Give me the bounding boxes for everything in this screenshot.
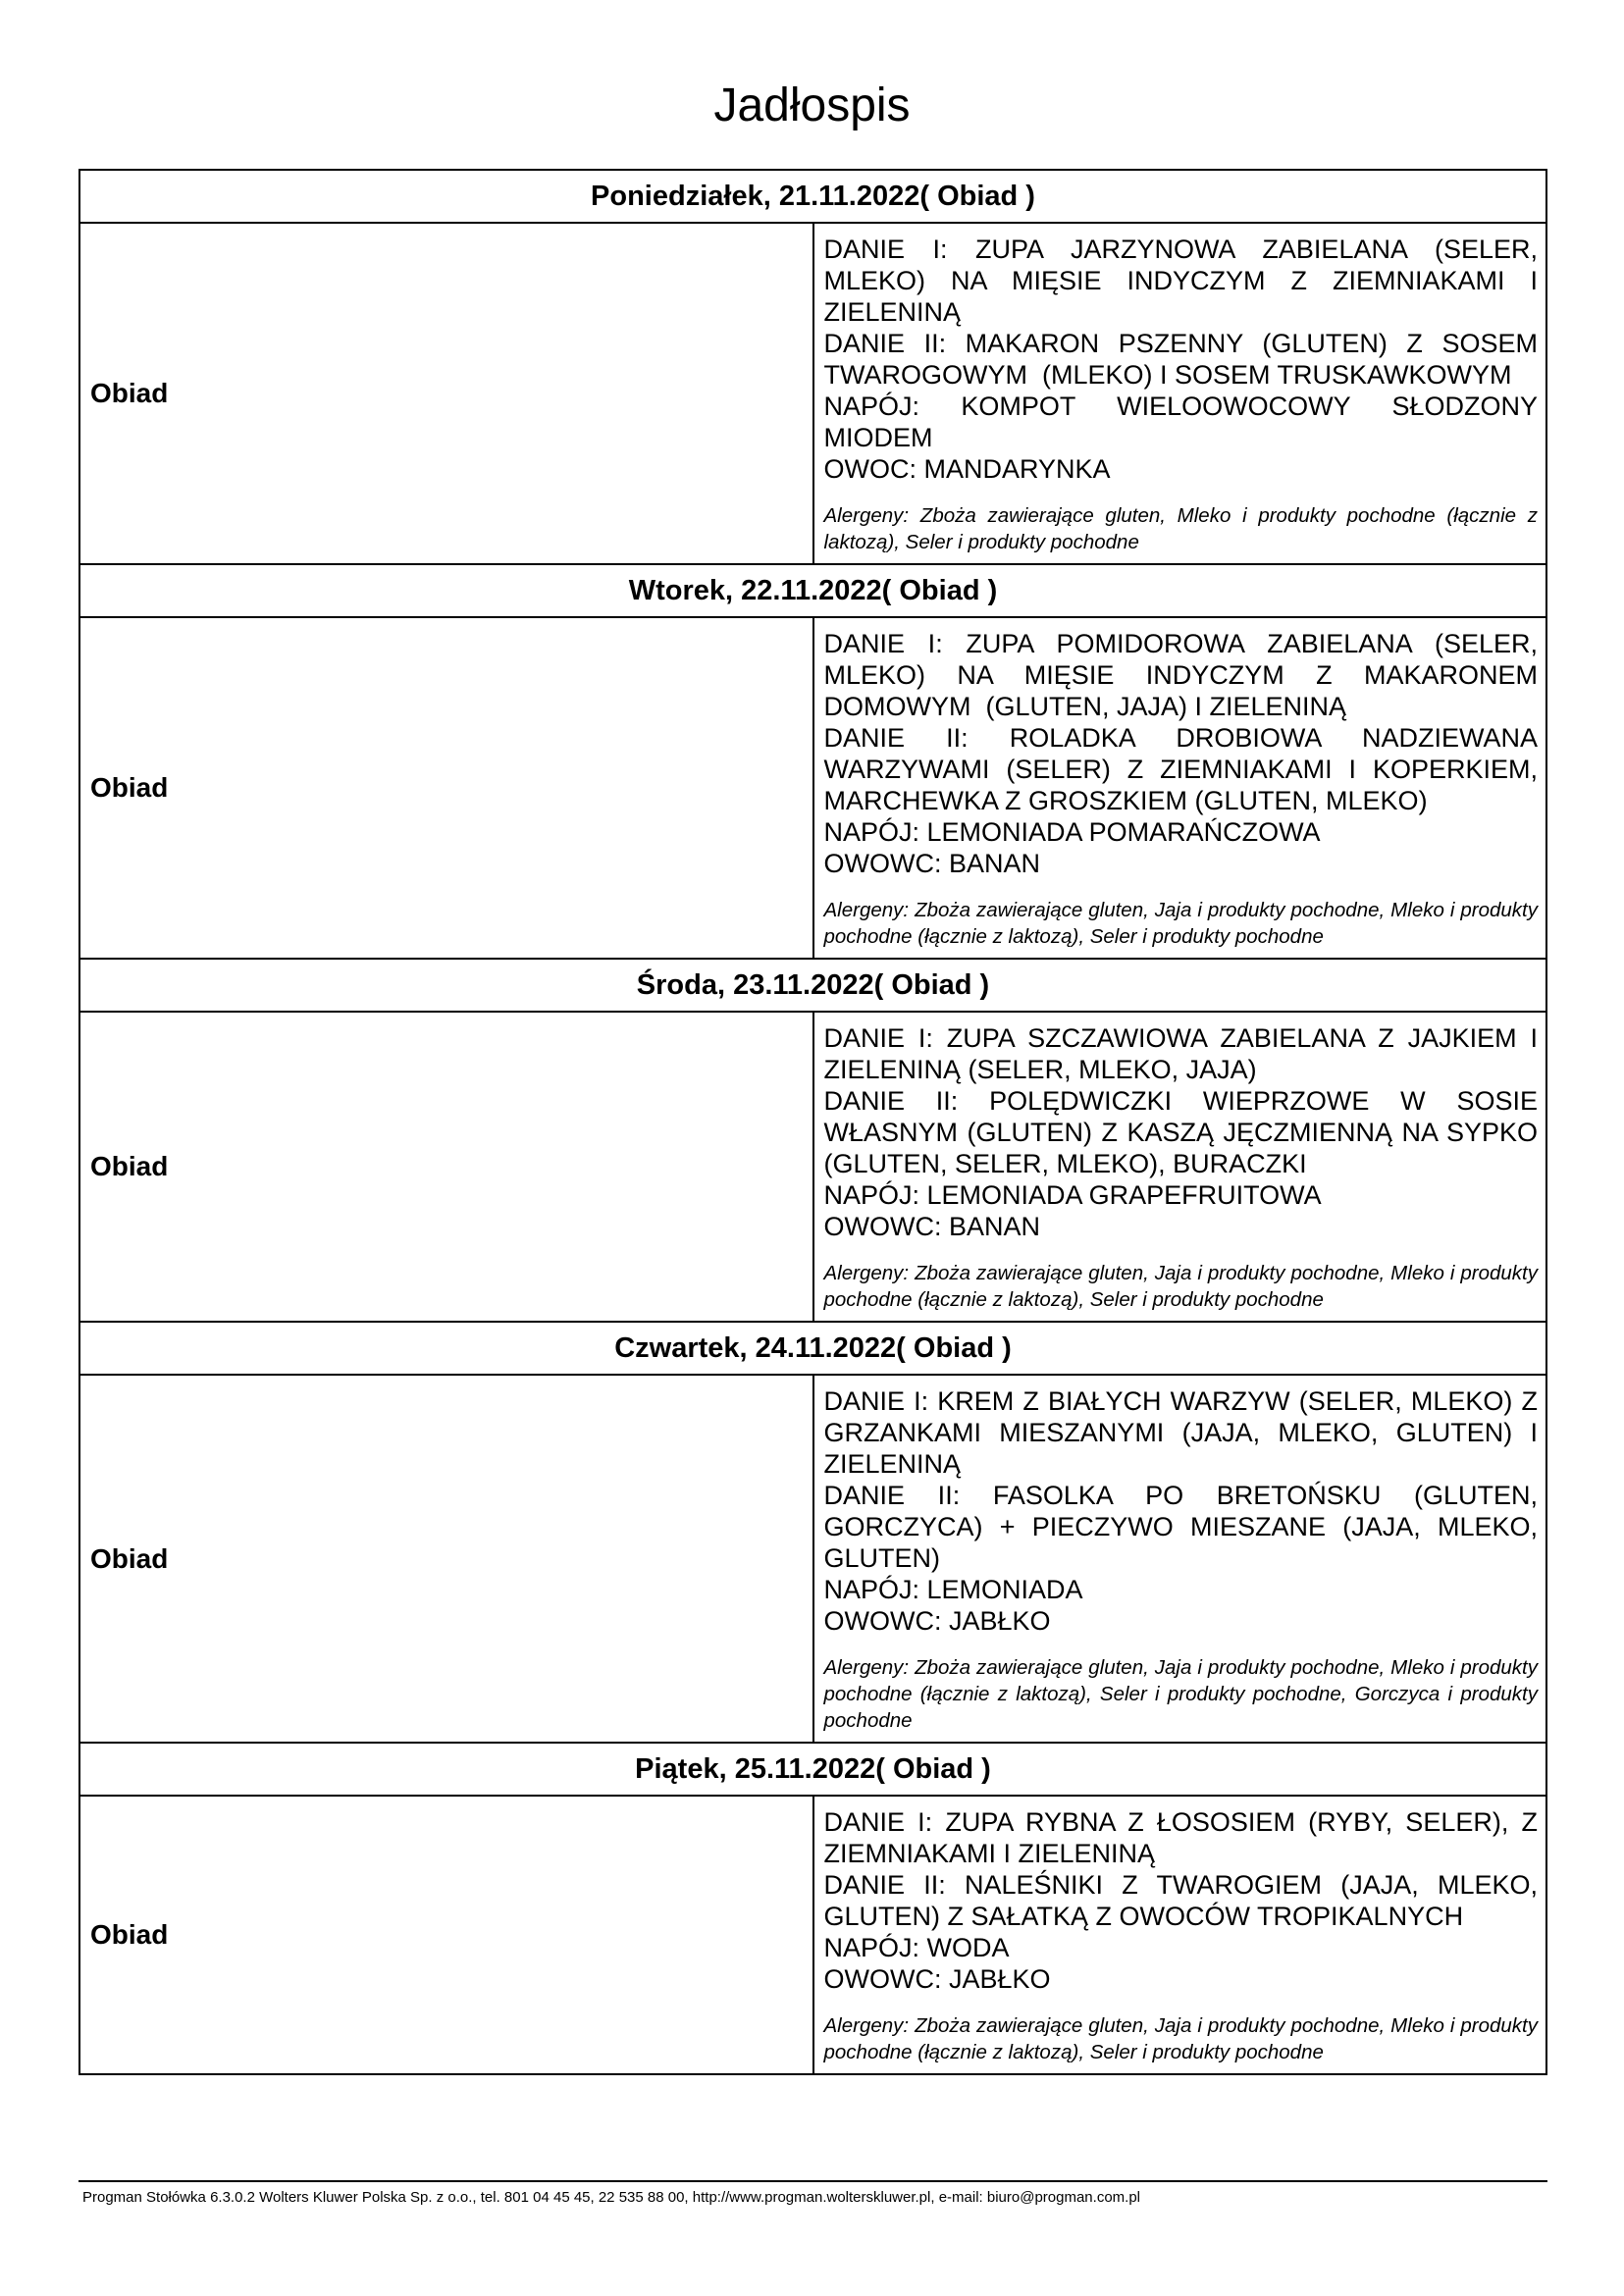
day-header-row: [79, 170, 1546, 223]
menu-line: OWOWC: BANAN: [823, 849, 1040, 878]
day-header-row: [79, 959, 1546, 1012]
page-title: Jadłospis: [713, 79, 911, 131]
menu-line: DANIE II: MAKARON PSZENNY (GLUTEN) Z SOSEM TWAROGOWYM (MLEKO) I SOSEM TRUSKAWKOWYM: [823, 329, 1545, 390]
menu-line: NAPÓJ: LEMONIADA: [823, 1575, 1083, 1604]
day-menu-row: [79, 1796, 1546, 2074]
menu-line: DANIE II: POLĘDWICZKI WIEPRZOWE W SOSIE WŁASNYM (GLUTEN) Z KASZĄ JĘCZMIENNĄ NA SYPKO (GLUTEN, SELER, MLEKO), BURACZKI: [823, 1086, 1545, 1178]
menu-line: OWOWC: JABŁKO: [823, 1606, 1051, 1636]
menu-content: [813, 1012, 1547, 1322]
day-header-row: [79, 1322, 1546, 1375]
menu-line: NAPÓJ: KOMPOT WIELOOWOCOWY SŁODZONY MIODEM: [823, 391, 1545, 452]
allergens-note: Alergeny: Zboża zawierające gluten, Jaja i produkty pochodne, Mleko i produkty pochodne (łącznie z laktozą), Seler i produkty pochodne: [823, 899, 1538, 948]
menu-line: DANIE I: ZUPA POMIDOROWA ZABIELANA (SELER, MLEKO) NA MIĘSIE INDYCZYM Z MAKARONEM DOMOWYM (GLUTEN, JAJA) I ZIELENINĄ: [823, 629, 1545, 721]
menu-line: NAPÓJ: WODA: [823, 1933, 1010, 1962]
menu-line: NAPÓJ: LEMONIADA GRAPEFRUITOWA: [823, 1180, 1322, 1210]
meal-label: Obiad: [79, 617, 813, 959]
day-menu-row: [79, 617, 1546, 959]
menu-line: NAPÓJ: LEMONIADA POMARAŃCZOWA: [823, 817, 1321, 847]
day-menu-row: [79, 1375, 1546, 1743]
day-header: Wtorek, 22.11.2022( Obiad ): [79, 564, 1546, 617]
footer-text: Progman Stołówka 6.3.0.2 Wolters Kluwer Polska Sp. z o.o., tel. 801 04 45 45, 22 535 88 00, http://www.progman.wolterskluwer.pl, e-mail: biuro@progman.com.pl: [82, 2189, 1141, 2206]
menu-line: DANIE I: ZUPA SZCZAWIOWA ZABIELANA Z JAJKIEM I ZIELENINĄ (SELER, MLEKO, JAJA): [823, 1023, 1545, 1084]
day-header-row: [79, 1743, 1546, 1796]
day-header-row: [79, 564, 1546, 617]
day-menu-row: [79, 1012, 1546, 1322]
allergens-note: Alergeny: Zboża zawierające gluten, Jaja i produkty pochodne, Mleko i produkty pochodne (łącznie z laktozą), Seler i produkty pochodne, Gorczyca i produkty pochodne: [823, 1656, 1538, 1732]
menu-table: [79, 169, 1547, 2075]
meal-label: Obiad: [79, 223, 813, 564]
menu-line: DANIE I: KREM Z BIAŁYCH WARZYW (SELER, MLEKO) Z GRZANKAMI MIESZANYMI (JAJA, MLEKO, GLUTEN) I ZIELENINĄ: [823, 1386, 1545, 1479]
day-header: Poniedziałek, 21.11.2022( Obiad ): [79, 170, 1546, 223]
menu-line: DANIE I: ZUPA JARZYNOWA ZABIELANA (SELER, MLEKO) NA MIĘSIE INDYCZYM Z ZIEMNIAKAMI I ZIELENINĄ: [823, 235, 1545, 327]
menu-content: [813, 1375, 1547, 1743]
day-header: Piątek, 25.11.2022( Obiad ): [79, 1743, 1546, 1796]
menu-line: DANIE II: FASOLKA PO BRETOŃSKU (GLUTEN, GORCZYCA) + PIECZYWO MIESZANE (JAJA, MLEKO, GLUTEN): [823, 1481, 1545, 1573]
meal-label: Obiad: [79, 1796, 813, 2074]
menu-content: [813, 223, 1547, 564]
meal-label: Obiad: [79, 1375, 813, 1743]
menu-content: [813, 1796, 1547, 2074]
menu-body: [79, 170, 1546, 2074]
allergens-note: Alergeny: Zboża zawierające gluten, Jaja i produkty pochodne, Mleko i produkty pochodne (łącznie z laktozą), Seler i produkty pochodne: [823, 1262, 1538, 1311]
menu-line: OWOWC: BANAN: [823, 1212, 1040, 1241]
meal-label: Obiad: [79, 1012, 813, 1322]
menu-line: DANIE I: ZUPA RYBNA Z ŁOSOSIEM (RYBY, SELER), Z ZIEMNIAKAMI I ZIELENINĄ: [823, 1807, 1545, 1868]
allergens-note: Alergeny: Zboża zawierające gluten, Jaja i produkty pochodne, Mleko i produkty pochodne (łącznie z laktozą), Seler i produkty pochodne: [823, 2014, 1538, 2063]
day-menu-row: [79, 223, 1546, 564]
menu-line: OWOWC: JABŁKO: [823, 1964, 1051, 1994]
footer-divider: [79, 2180, 1547, 2182]
day-header: Czwartek, 24.11.2022( Obiad ): [79, 1322, 1546, 1375]
menu-line: DANIE II: NALEŚNIKI Z TWAROGIEM (JAJA, MLEKO, GLUTEN) Z SAŁATKĄ Z OWOCÓW TROPIKALNYCH: [823, 1870, 1545, 1931]
allergens-note: Alergeny: Zboża zawierające gluten, Mleko i produkty pochodne (łącznie z laktozą), Seler i produkty pochodne: [823, 504, 1538, 553]
menu-line: DANIE II: ROLADKA DROBIOWA NADZIEWANA WARZYWAMI (SELER) Z ZIEMNIAKAMI I KOPERKIEM, MARCHEWKA Z GROSZKIEM (GLUTEN, MLEKO): [823, 723, 1545, 815]
menu-line: OWOC: MANDARYNKA: [823, 454, 1111, 484]
day-header: Środa, 23.11.2022( Obiad ): [79, 959, 1546, 1012]
menu-content: [813, 617, 1547, 959]
